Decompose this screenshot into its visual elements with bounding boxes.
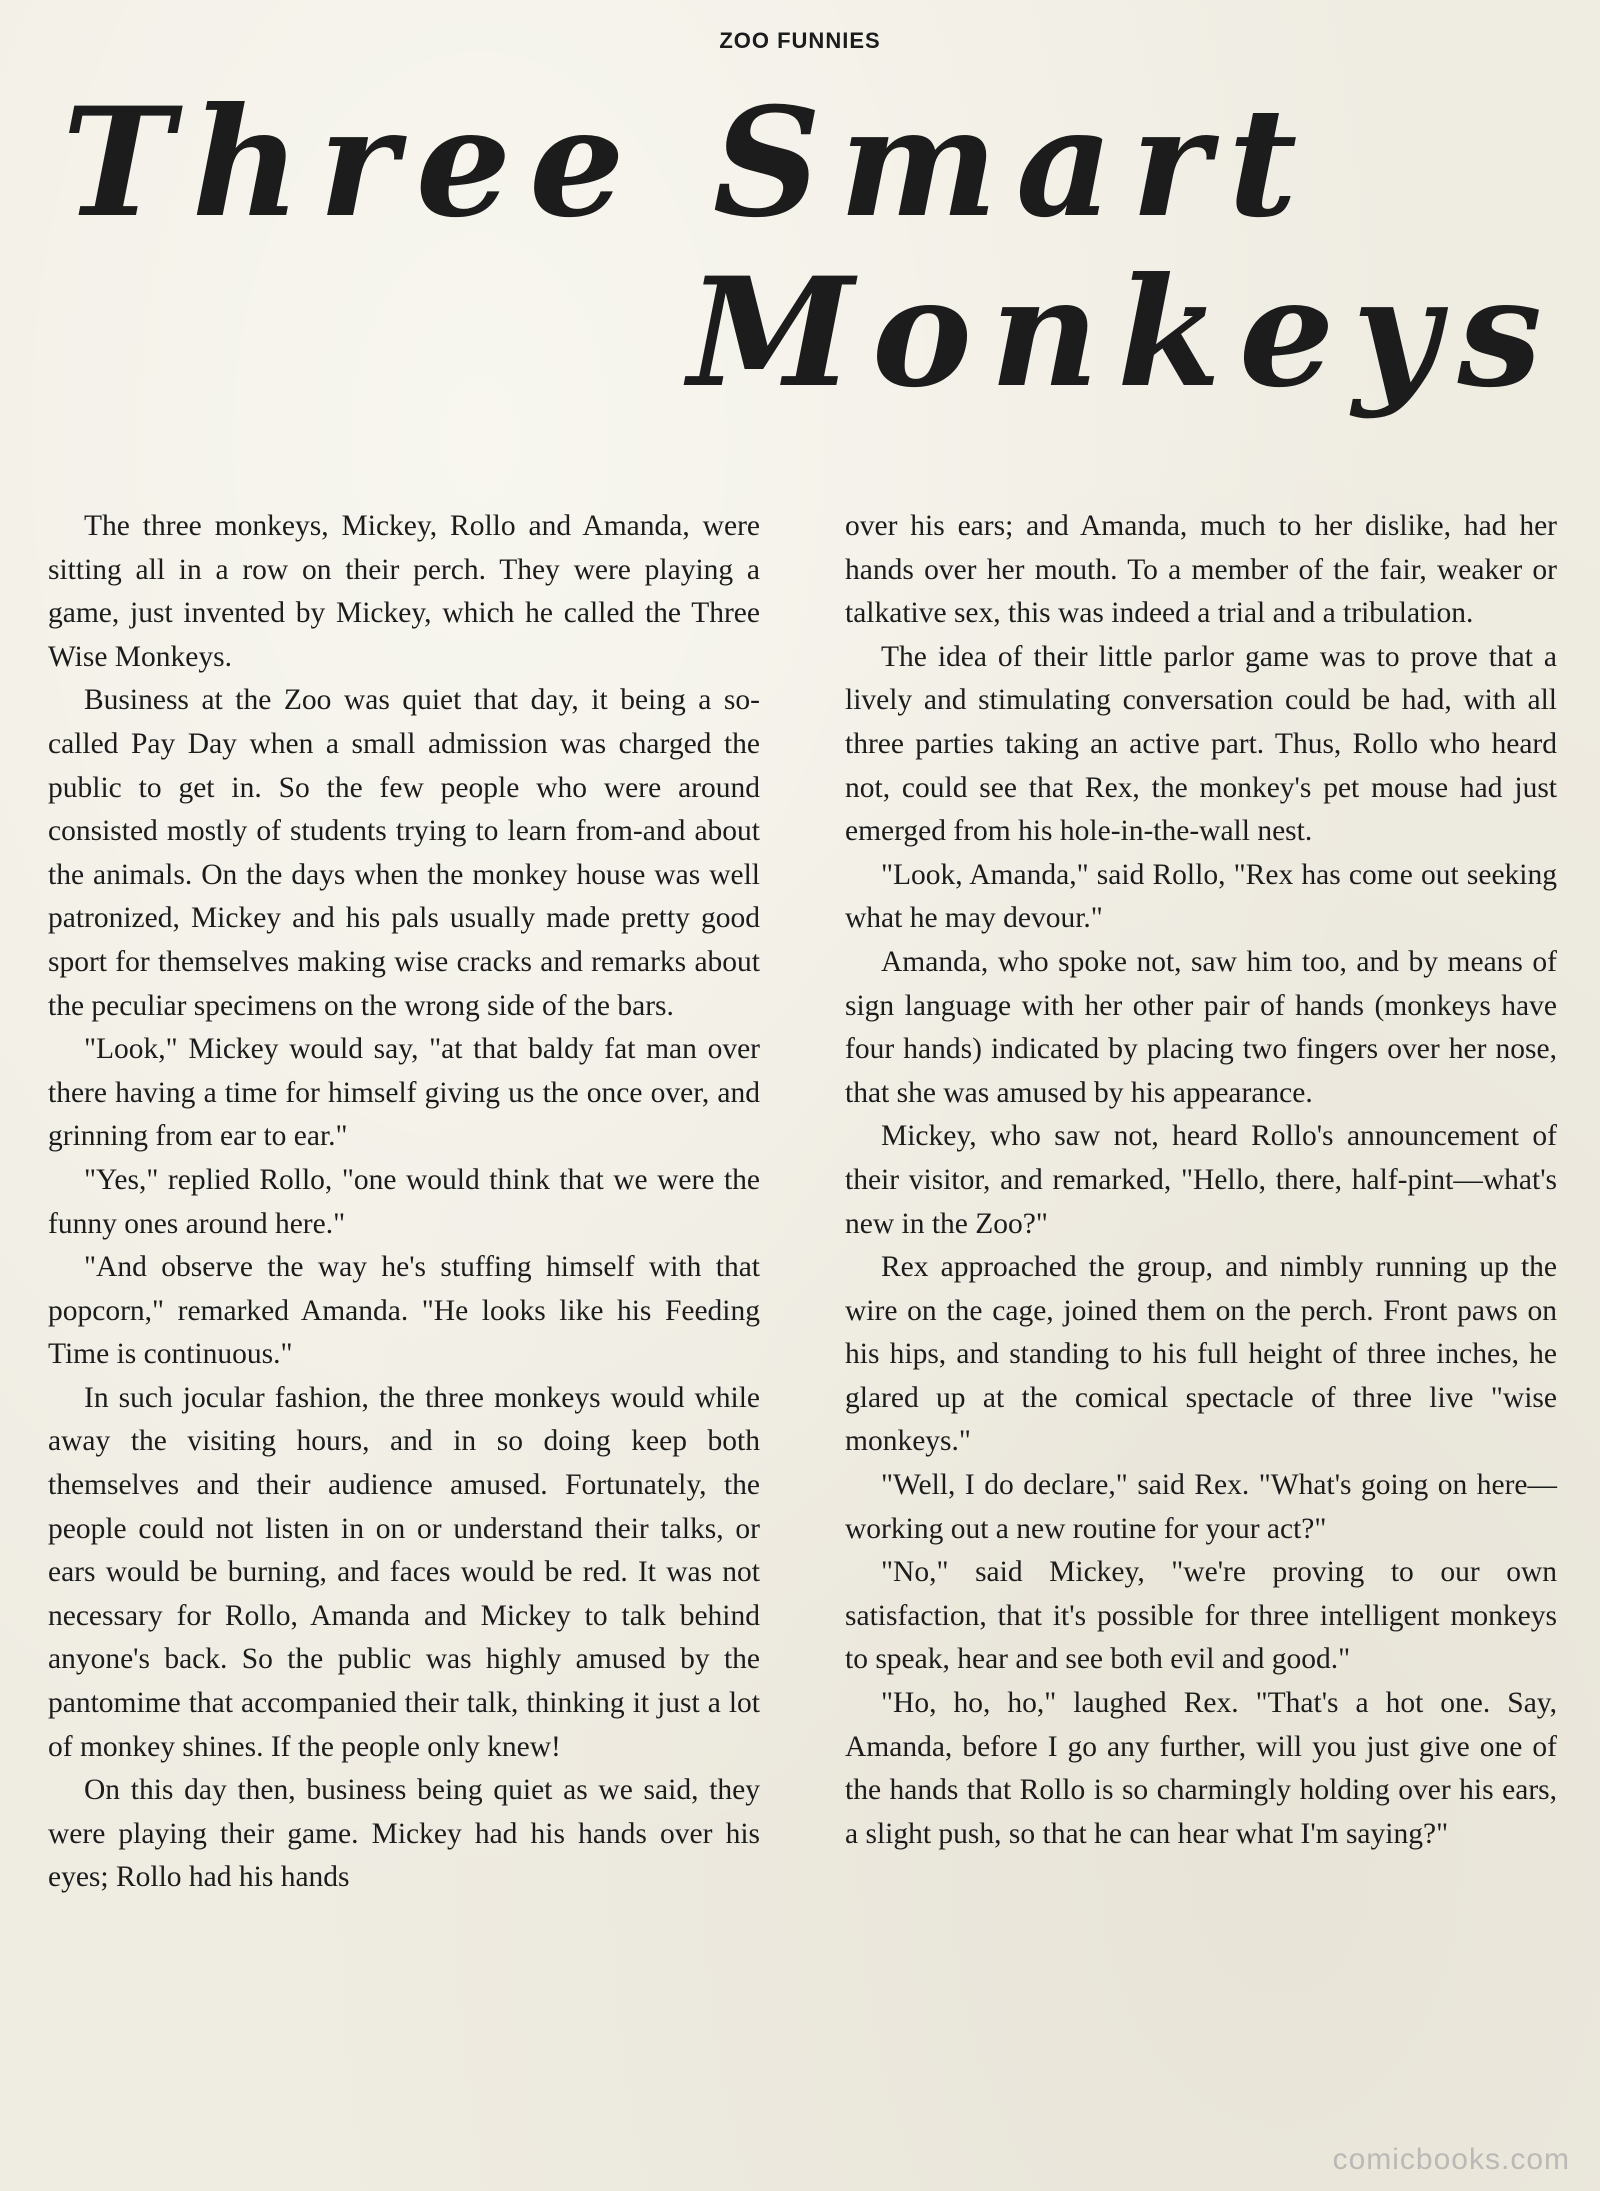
running-header: ZOO FUNNIES <box>719 28 881 53</box>
left-column <box>48 505 760 1900</box>
paragraph: "No," said Mickey, "we're proving to our own satisfaction, that it's possible for three intelligent monkeys to speak, hear and see both evil and good." <box>845 1556 1557 1676</box>
paragraph: On this day then, business being quiet as we said, they were playing their game. Mickey had his hands over his eyes; Rollo had his hands <box>48 1774 760 1894</box>
paragraph: The three monkeys, Mickey, Rollo and Amanda, were sitting all in a row on their perch. They were playing a game, just invented by Mickey, which he called the Three Wise Monkeys. <box>48 510 760 673</box>
paragraph: "Well, I do declare," said Rex. "What's going on here—working out a new routine for your act?" <box>845 1469 1557 1545</box>
story-title-line-2: Monkeys <box>687 245 1560 421</box>
paragraph: "And observe the way he's stuffing himself with that popcorn," remarked Amanda. "He looks like his Feeding Time is continuous." <box>48 1251 760 1371</box>
paragraph: Mickey, who saw not, heard Rollo's announcement of their visitor, and remarked, "Hello, there, half-pint—what's new in the Zoo?" <box>845 1120 1557 1240</box>
paragraph-continued: over his ears; and Amanda, much to her dislike, had her hands over her mouth. To a member of the fair, weaker or talkative sex, this was indeed a trial and a tribulation. <box>845 510 1557 630</box>
story-title-line-1: Three Smart <box>62 75 1316 251</box>
right-column <box>845 505 1557 1856</box>
paragraph: The idea of their little parlor game was to prove that a lively and stimulating conversation could be had, with all three parties taking an active part. Thus, Rollo who heard not, could see that Rex, the monkey's pet mouse had just emerged from his hole-in-the-wall nest. <box>845 640 1557 848</box>
paragraph: "Ho, ho, ho," laughed Rex. "That's a hot one. Say, Amanda, before I go any further, will you just give one of the hands that Rollo is so charmingly holding over his ears, a slight push, so that he can hear what I'm saying?" <box>845 1687 1557 1850</box>
paragraph: "Look, Amanda," said Rollo, "Rex has come out seeking what he may devour." <box>845 858 1557 935</box>
paragraph: In such jocular fashion, the three monkeys would while away the visiting hours, and in so doing keep both themselves and their audience amused. Fortunately, the people could not listen in on or understand their talks, or ears would be burning, and faces would be red. It was not necessary for Rollo, Amanda and Mickey to talk behind anyone's back. So the public was highly amused by the pantomime that accompanied their talk, thinking it just a lot of monkey shines. If the people only knew! <box>48 1381 760 1763</box>
paragraph: "Yes," replied Rollo, "one would think that we were the funny ones around here." <box>48 1163 760 1240</box>
paragraph: Rex approached the group, and nimbly running up the wire on the cage, joined them on the perch. Front paws on his hips, and standing to his full height of three inches, he glared up at the comical spectacle of three live "wise monkeys." <box>845 1251 1557 1458</box>
paragraph: "Look," Mickey would say, "at that baldy fat man over there having a time for himself giving us the once over, and grinning from ear to ear." <box>48 1033 760 1153</box>
paragraph: Business at the Zoo was quiet that day, it being a so-called Pay Day when a small admission was charged the public to get in. So the few people who were around consisted mostly of students trying to learn from-and about the animals. On the days when the monkey house was well patronized, Mickey and his pals usually made pretty good sport for themselves making wise cracks and remarks about the peculiar specimens on the wrong side of the bars. <box>48 684 760 1022</box>
paragraph: Amanda, who spoke not, saw him too, and by means of sign language with her other pair of hands (monkeys have four hands) indicated by placing two fingers over her nose, that she was amused by his appearance. <box>845 945 1557 1109</box>
site-watermark: comicbooks.com <box>1332 2143 1570 2176</box>
